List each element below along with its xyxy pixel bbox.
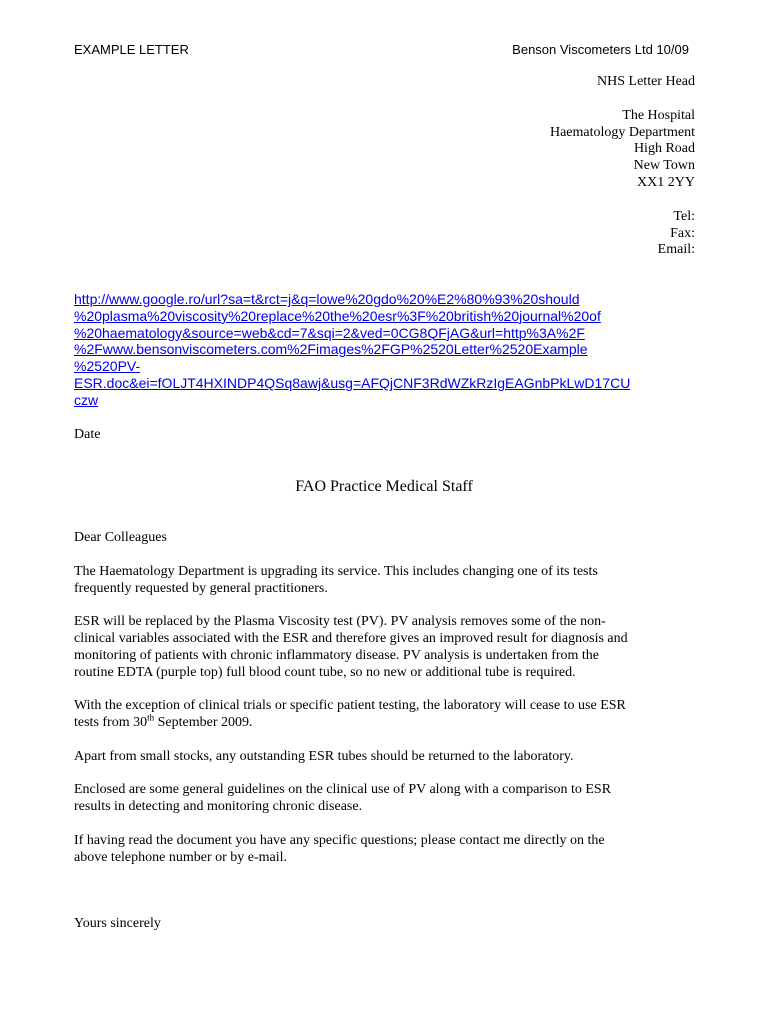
paragraph-tubes-return	[74, 749, 694, 766]
paragraph-cease-date	[74, 698, 694, 732]
fao-heading: FAO Practice Medical Staff	[295, 478, 473, 495]
paragraph-esr-replacement	[74, 614, 694, 681]
text-line: The Haematology Department is upgrading its service. This includes changing one of its tests	[74, 564, 598, 579]
url-line[interactable]: %2Fwww.bensonviscometers.com%2Fimages%2FGP%2520Letter%2520Example	[74, 341, 588, 358]
salutation: Dear Colleagues	[74, 530, 167, 545]
paragraph-service-upgrade	[74, 564, 694, 598]
text-line: routine EDTA (purple top) full blood count tube, so no new or additional tube is required.	[74, 664, 576, 680]
header-company-date: Benson Viscometers Ltd 10/09	[512, 42, 689, 57]
paragraph-enclosed-guidelines	[74, 782, 694, 816]
address-block	[550, 74, 695, 259]
address-line-department: Haematology Department	[549, 124, 695, 140]
address-line-road: High Road	[633, 141, 695, 157]
letter-body	[74, 564, 694, 883]
text-line: If having read the document you have any specific questions; please contact me directly on the	[74, 832, 605, 848]
address-line-hospital: The Hospital	[622, 107, 695, 123]
ordinal-suffix: th	[147, 712, 155, 723]
tel-label: Tel:	[673, 208, 695, 224]
letter-head: NHS Letter Head	[597, 74, 695, 89]
text-fragment: September 2009.	[154, 715, 253, 731]
url-line[interactable]: %2520PV-	[74, 358, 141, 375]
paragraph-contact	[74, 833, 694, 867]
address-line-postcode: XX1 2YY	[637, 174, 695, 190]
url-line[interactable]: http://www.google.ro/url?sa=t&rct=j&q=lowe%20gdo%20%E2%80%93%20should	[74, 291, 580, 307]
url-line[interactable]: %20haematology&source=web&cd=7&sqi=2&ved=0CG8QFjAG&url=http%3A%2F	[74, 324, 585, 341]
text-line: above telephone number or by e-mail.	[74, 849, 288, 865]
closing-signoff: Yours sincerely	[74, 916, 161, 931]
url-line[interactable]: %20plasma%20viscosity%20replace%20the%20esr%3F%20british%20journal%20of	[74, 307, 601, 324]
email-label: Email:	[657, 242, 695, 258]
text-line: results in detecting and monitoring chronic disease.	[74, 799, 363, 815]
fax-label: Fax:	[670, 225, 695, 241]
text-line: Apart from small stocks, any outstanding ESR tubes should be returned to the laboratory.	[74, 748, 574, 764]
text-fragment: tests from 30	[74, 715, 148, 731]
text-line: Enclosed are some general guidelines on the clinical use of PV along with a comparison to ESR	[74, 782, 612, 798]
text-line: With the exception of clinical trials or specific patient testing, the laboratory will cease to use ESR	[74, 698, 626, 714]
text-line: clinical variables associated with the ESR and therefore gives an improved result for diagnosis and	[74, 631, 628, 647]
url-line[interactable]: czw	[74, 391, 99, 408]
url-line[interactable]: ESR.doc&ei=fOLJT4HXINDP4QSq8awj&usg=AFQjCNF3RdWZkRzIgEAGnbPkLwD17CU	[74, 374, 631, 391]
header-title: EXAMPLE LETTER	[74, 42, 189, 57]
text-line: ESR will be replaced by the Plasma Viscosity test (PV). PV analysis removes some of the non-	[74, 614, 606, 630]
text-line: monitoring of patients with chronic inflammatory disease. PV analysis is undertaken from the	[74, 647, 600, 663]
date-label: Date	[74, 427, 101, 442]
text-line: frequently requested by general practitioners.	[74, 580, 328, 596]
source-url-link[interactable]	[74, 291, 694, 409]
address-line-town: New Town	[633, 158, 695, 174]
